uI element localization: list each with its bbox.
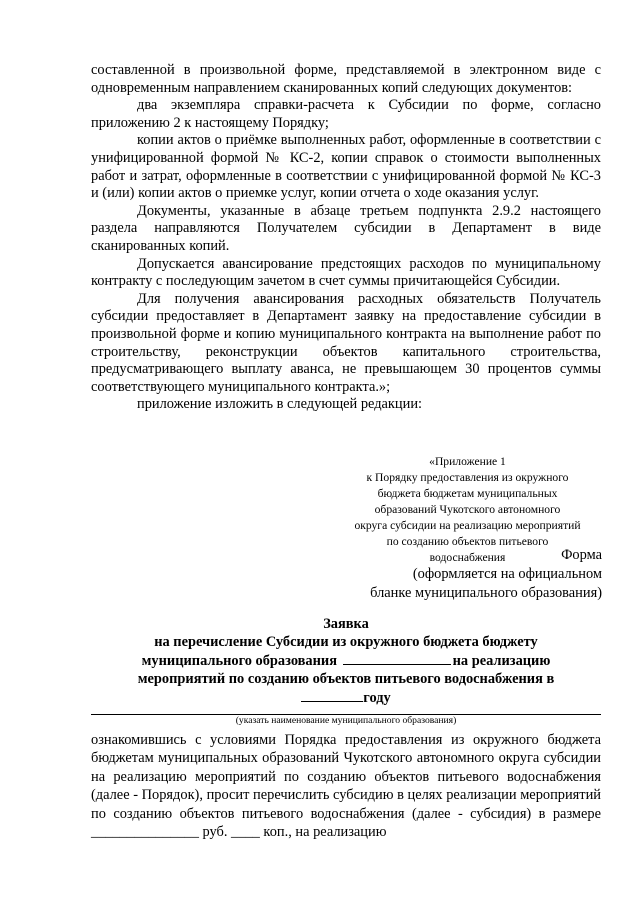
paragraph-1: составленной в произвольной форме, представляемой в электронном виде с одновременным направлением сканированных копий следующих документов: [91, 62, 601, 96]
paragraph-2: два экземпляра справки-расчета к Субсидии по форме, согласно приложению 2 к настоящему Порядку; [91, 97, 601, 131]
appendix-line: «Приложение 1 [429, 455, 506, 468]
municipality-name-hint: (указать наименование муниципального образования) [235, 715, 457, 726]
title-text: муниципального образования [141, 653, 338, 669]
form-note-line: (оформляется на официальном [412, 566, 602, 582]
title-line [91, 688, 601, 707]
title-line: на перечисление Субсидии из окружного бюджета бюджету [154, 634, 538, 650]
paragraph-6: Для получения авансирования расходных обязательств Получатель субсидии предоставляет в Департамент заявку на предоставление субсидии в произвольной форме и копию муниципального контракта на выполнение работ по строительству, реконструкции объектов капитального строительства, предусматривающего выплату аванса, не превышающем 30 процентов суммы соответствующего муниципального контракта.»; [91, 290, 601, 395]
form-note [370, 546, 602, 603]
document-body [91, 62, 601, 414]
paragraph-3: копии актов о приёмке выполненных работ, оформленные в соответствии с унифицированной формой № КС-2, копии справок о стоимости выполненных работ и затрат, оформленные в соответствии с унифицированной формой № КС-3 и (или) копии актов о приемке услуг, копии отчета о ходе оказания услуг. [91, 132, 601, 202]
appendix-line: округа субсидии на реализацию мероприятий [354, 519, 581, 532]
title-line [91, 651, 601, 670]
title-line: мероприятий по созданию объектов питьевого водоснабжения в [137, 671, 555, 687]
application-text [91, 731, 601, 841]
title-text: на реализацию [452, 653, 551, 669]
form-label: Форма [561, 547, 602, 563]
application-paragraph: ознакомившись с условиями Порядка предоставления из окружного бюджета бюджетам муниципальных образований Чукотского автономного округа субсидии на реализацию мероприятий по созданию объектов питьевого водоснабжения (далее - Порядок), просит перечислить субсидию в целях реализации мероприятий по созданию объектов питьевого водоснабжения (далее - субсидия) в размере _______________ руб. ____ коп., на реализацию [91, 732, 601, 841]
form-note-line: бланке муниципального образования) [370, 585, 602, 601]
paragraph-4: Документы, указанные в абзаце третьем подпункта 2.9.2 настоящего раздела направляются Получателем субсидии в Департамент в виде сканированных копий. [91, 202, 601, 254]
appendix-line: по созданию объектов питьевого [386, 535, 549, 548]
title-line: Заявка [323, 616, 369, 632]
municipality-blank-field[interactable] [343, 651, 451, 665]
paragraph-5: Допускается авансирование предстоящих расходов по муниципальному контракту с последующим зачетом в счет суммы причитающейся Субсидии. [91, 255, 601, 290]
appendix-line: бюджета бюджетам муниципальных [377, 487, 558, 500]
appendix-line: водоснабжения [429, 551, 506, 564]
appendix-line: образований Чукотского автономного [374, 503, 561, 516]
title-text: году [363, 690, 391, 706]
appendix-line: к Порядку предоставления из окружного [366, 471, 569, 484]
year-blank-field[interactable] [301, 688, 363, 702]
application-title [91, 615, 601, 707]
paragraph-7: приложение изложить в следующей редакции: [137, 396, 423, 413]
